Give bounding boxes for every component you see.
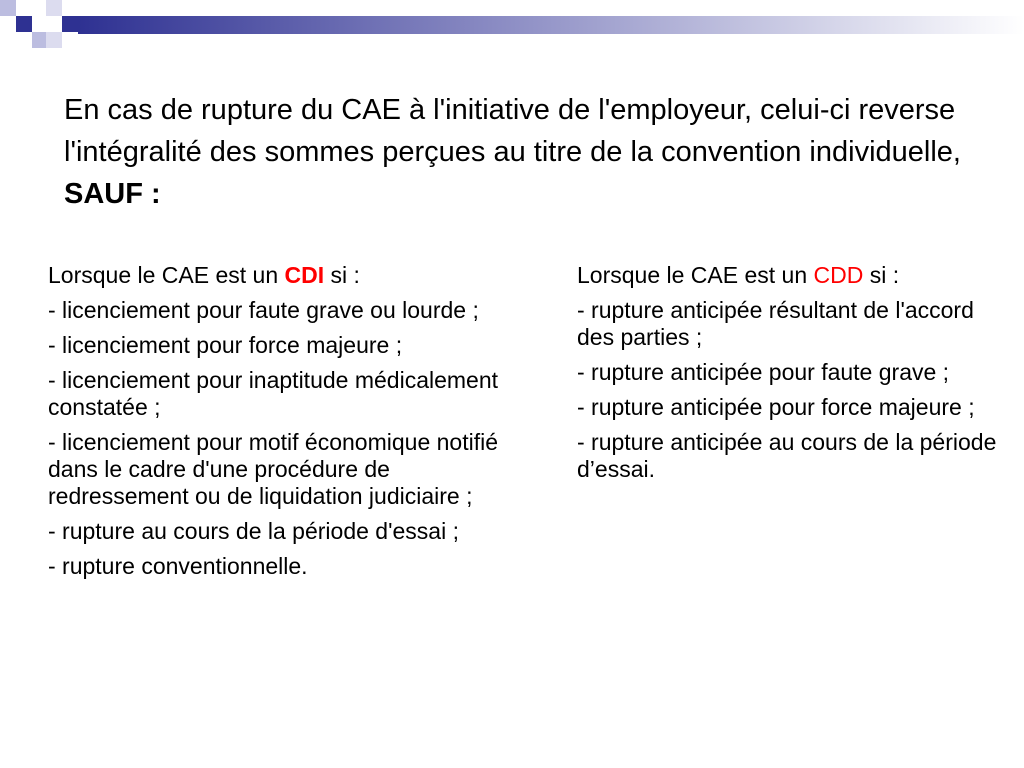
cdd-intro-prefix: Lorsque le CAE est un (577, 262, 814, 288)
cdi-intro-prefix: Lorsque le CAE est un (48, 262, 285, 288)
slide-title (64, 89, 984, 215)
deco-square (32, 32, 48, 48)
deco-square (46, 32, 62, 48)
cdd-column (577, 262, 1007, 491)
deco-square (16, 16, 32, 32)
deco-square (62, 16, 78, 32)
cdd-item: - rupture anticipée au cours de la période d’essai. (577, 429, 997, 482)
cdi-item: - licenciement pour motif économique notifié dans le cadre d'une procédure de redressement ou de liquidation judiciaire ; (48, 429, 499, 509)
cdi-intro (48, 262, 504, 289)
cdd-intro-suffix: si : (863, 262, 900, 288)
decorative-header-graphic (0, 0, 1024, 60)
cdi-item: - rupture conventionnelle. (48, 553, 308, 579)
cdi-item: - rupture au cours de la période d'essai ; (48, 518, 459, 544)
cdd-item: - rupture anticipée résultant de l'accord des parties ; (577, 297, 974, 350)
cdi-item: - licenciement pour faute grave ou lourde ; (48, 297, 479, 323)
cdi-intro-suffix: si : (324, 262, 360, 288)
slide-title-text: En cas de rupture du CAE à l'initiative de l'employeur, celui-ci reverse l'intégralité des sommes perçues au titre de la convention individuelle, (64, 94, 961, 168)
cdd-intro (577, 262, 1007, 289)
cdi-column (48, 262, 504, 588)
cdd-contract-label: CDD (813, 262, 864, 288)
cdi-item: - licenciement pour inaptitude médicalement constatée ; (48, 367, 499, 420)
cdi-item: - licenciement pour force majeure ; (48, 332, 403, 358)
cdd-item: - rupture anticipée pour faute grave ; (577, 359, 950, 385)
deco-square (0, 0, 16, 16)
deco-square (46, 0, 62, 16)
cdd-item: - rupture anticipée pour force majeure ; (577, 394, 975, 420)
header-gradient-bar (78, 16, 1024, 34)
cdi-contract-label: CDI (284, 262, 325, 288)
slide-title-emphasis: SAUF : (64, 178, 161, 210)
